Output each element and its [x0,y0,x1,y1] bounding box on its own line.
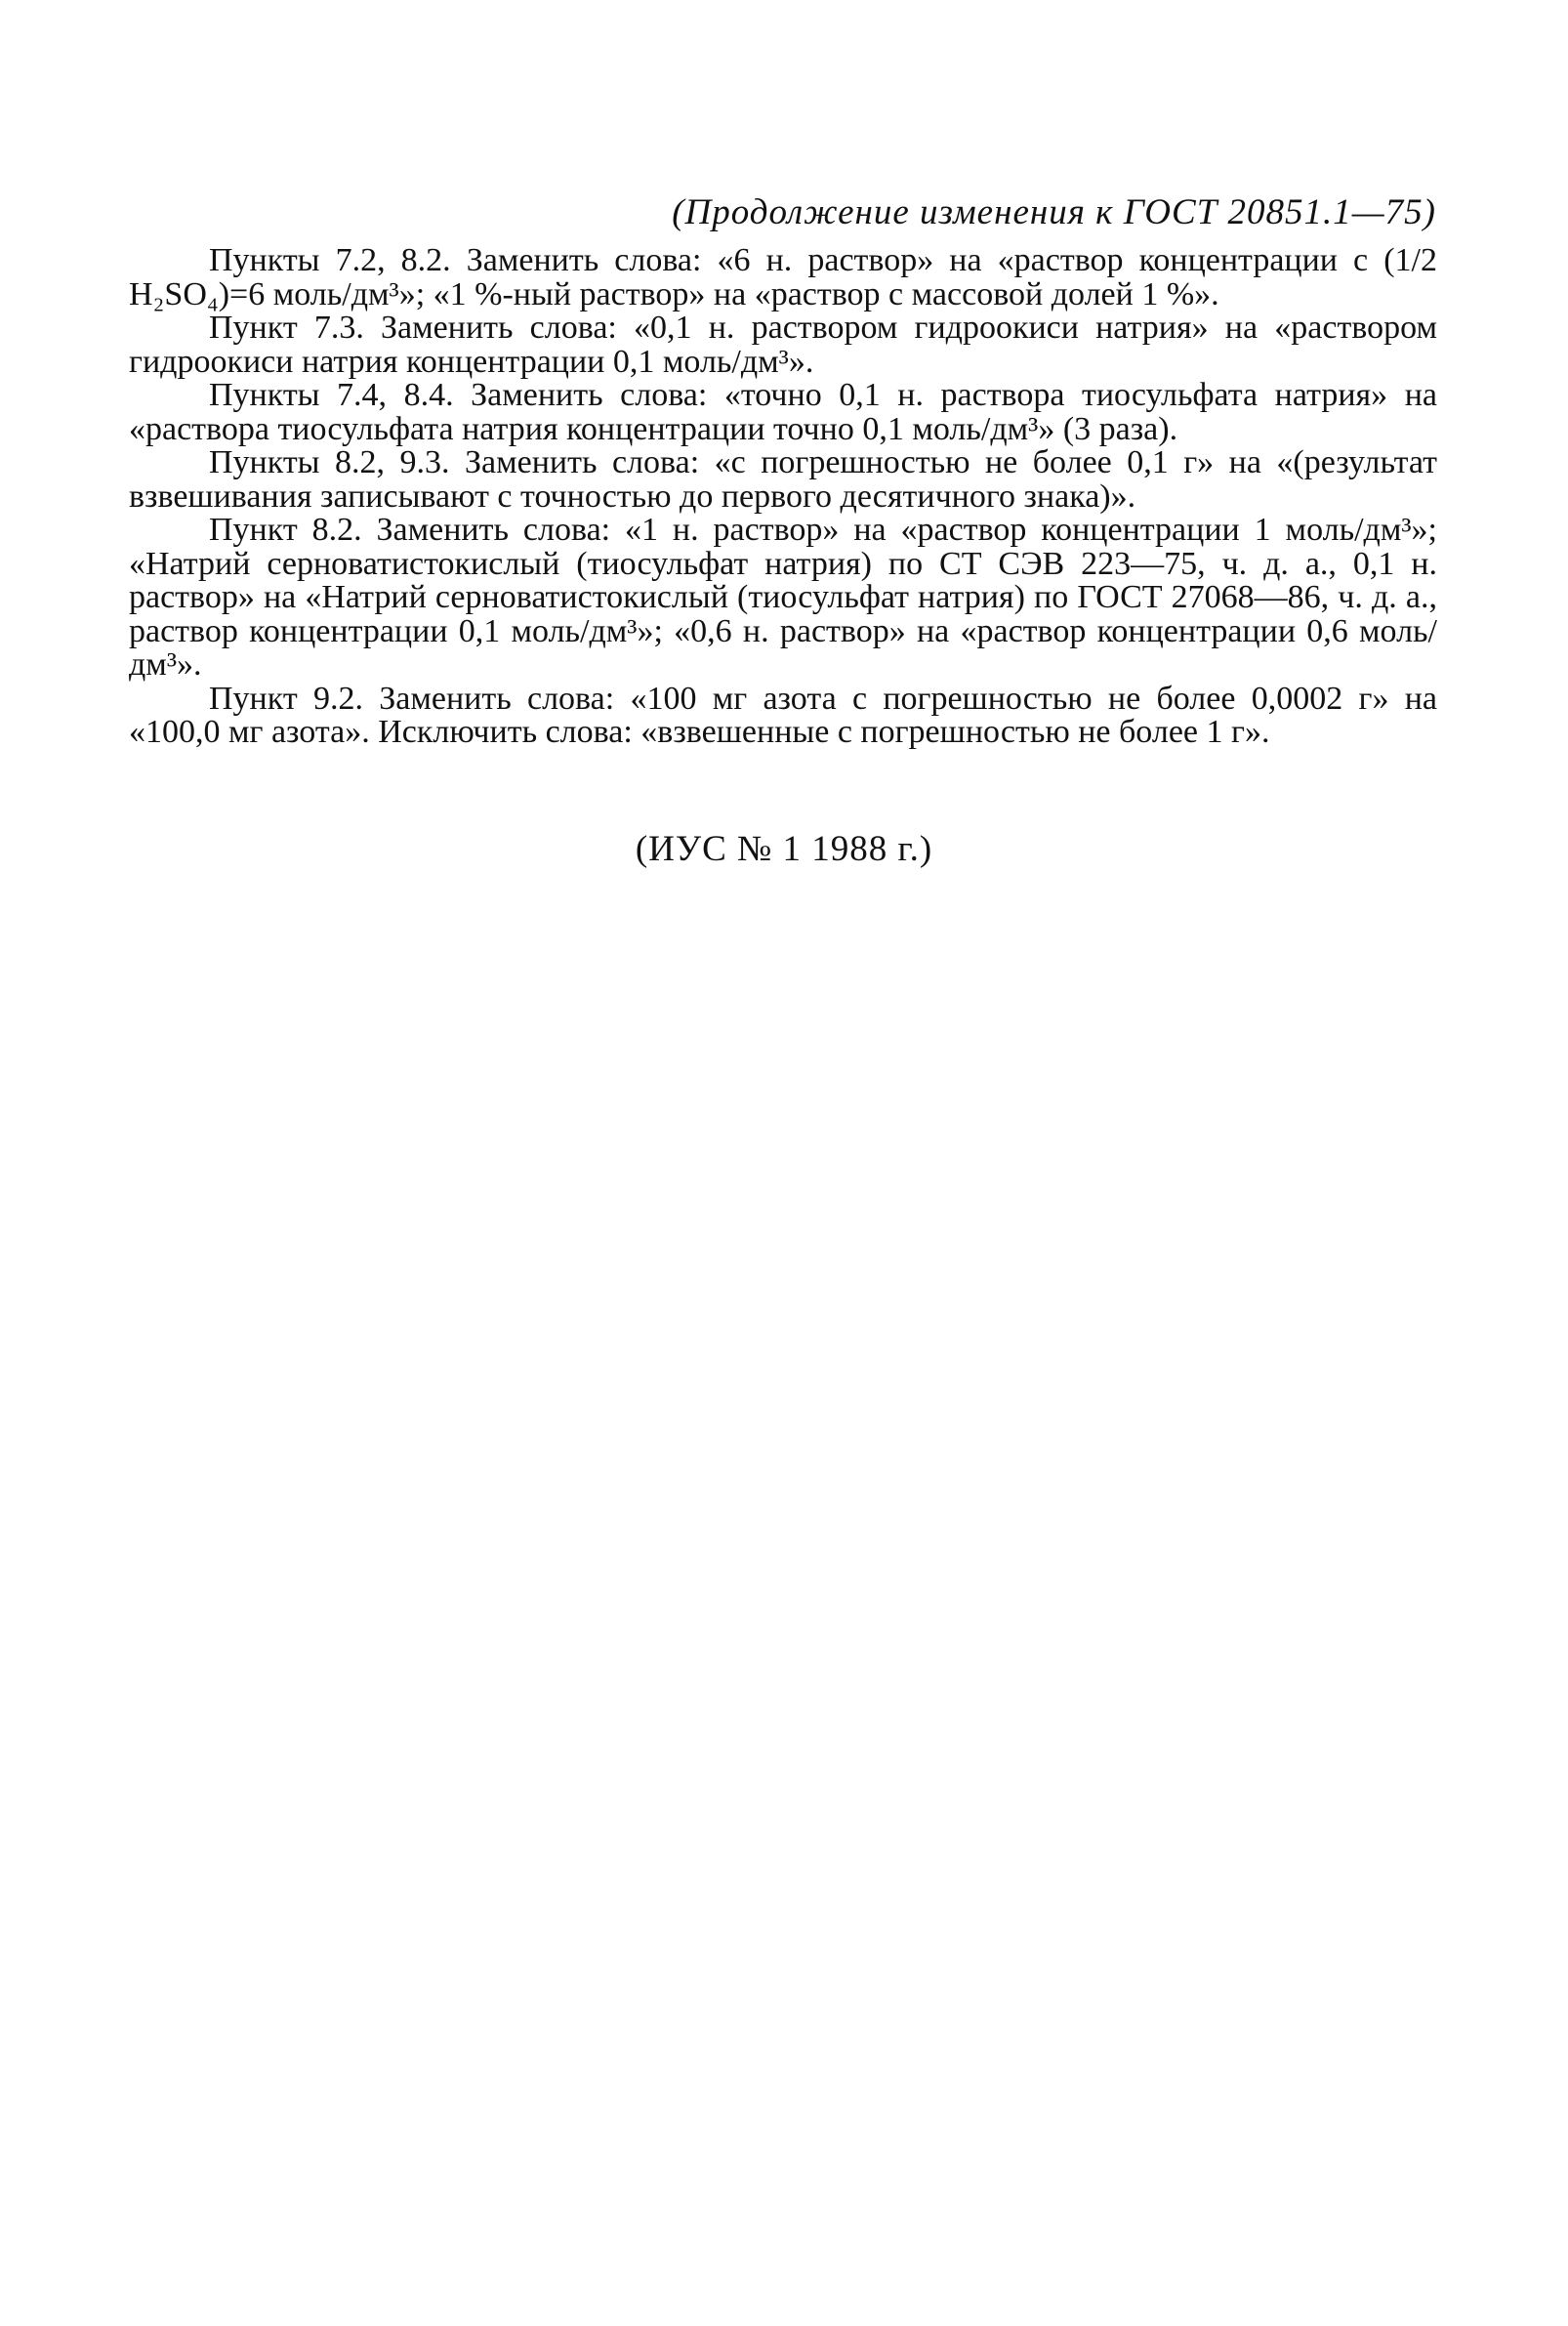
paragraph-item-7-3: Пункт 7.3. Заменить слова: «0,1 н. раствором гидроокиси натрия» на «раствором гидроокиси натрия концентрации 0,1 моль/дм³». [129,310,1437,380]
source-reference: (ИУС № 1 1988 г.) [635,829,933,869]
paragraph-items-7-4-8-4: Пункты 7.4, 8.4. Заменить слова: «точно 0,1 н. раствора тиосульфата натрия» на «раствора тиосульфата натрия концентрации точно 0,1 моль/дм³» (3 раза). [129,377,1437,447]
paragraph-items-8-2-9-3: Пункты 8.2, 9.3. Заменить слова: «с погрешностью не более 0,1 г» на «(результат взвешивания записывают с точностью до первого десятичного знака)». [129,444,1437,515]
amendment-body [129,244,1437,750]
continuation-header: (Продолжение изменения к ГОСТ 20851.1—75) [672,192,1436,232]
paragraph-item-9-2: Пункт 9.2. Заменить слова: «100 мг азота с погрешностью не более 0,0002 г» на «100,0 мг азота». Исключить слова: «взвешенные с погрешностью не более 1 г». [129,680,1437,750]
paragraph-item-8-2: Пункт 8.2. Заменить слова: «1 н. раствор» на «раствор концентрации 1 моль/дм³»; «Натрий серноватистокислый (тиосульфат натрия) по СТ СЭВ 223—75, ч. д. а., 0,1 н. раствор» на «Натрий серноватистокислый (тиосульфат натрия) по ГОСТ 27068—86, ч. д. а., раствор концентрации 0,1 моль/дм³»; «0,6 н. раствор» на «раствор концентрации 0,6 моль/дм³». [129,512,1437,683]
paragraph-items-7-2-8-2: Пункты 7.2, 8.2. Заменить слова: «6 н. раствор» на «раствор концентрации с (1/2 H₂SO₄)=6 моль/дм³»; «1 %-ный раствор» на «раствор с массовой долей 1 %». [129,242,1437,312]
